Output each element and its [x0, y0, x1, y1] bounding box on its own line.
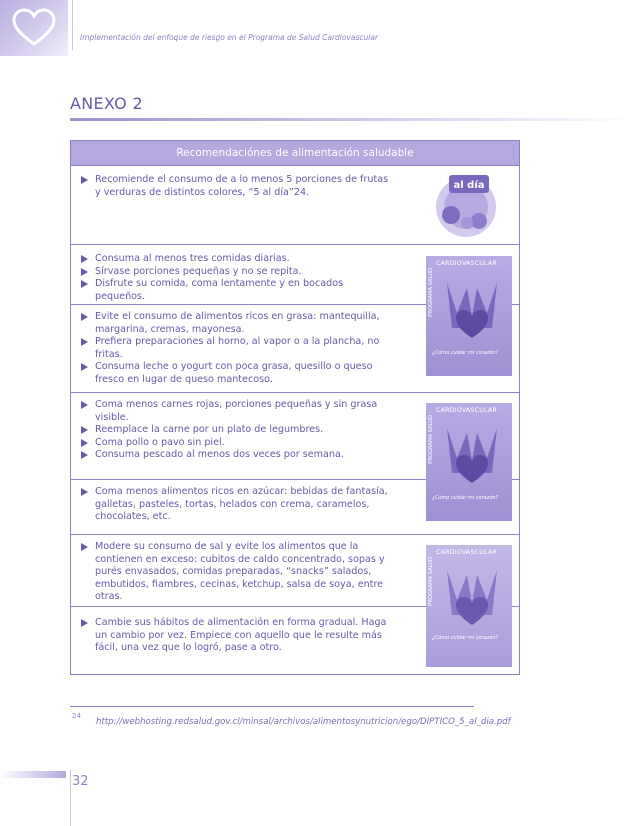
footnote-mark: 24 [72, 712, 81, 720]
recommendation-item: Coma pollo o pavo sin piel. [81, 437, 391, 450]
recommendation-item: Coma menos alimentos ricos en azúcar: bebidas de fantasía, galletas, pasteles, tortas, helados con crema, caramelos, chocolates, etc. [81, 486, 391, 524]
logo-text: al día [453, 180, 485, 191]
poster-side-text: PROGRAMA SALUD [428, 415, 434, 464]
poster-figure-icon [442, 423, 502, 493]
poster-side-text: PROGRAMA SALUD [428, 557, 434, 606]
recommendation-item: Evite el consumo de alimentos ricos en grasa: mantequilla, margarina, cremas, mayonesa. [81, 311, 391, 336]
running-header: Implementación del enfoque de riesgo en el Programa de Salud Cardiovascular [80, 33, 379, 42]
recommendation-item: Coma menos carnes rojas, porciones pequeñas y sin grasa visible. [81, 399, 391, 424]
poster-banner: ¿Cómo cuidar mi corazón? [432, 350, 499, 356]
poster-image [426, 545, 512, 667]
poster-figure-icon [442, 565, 502, 635]
poster-title: CARDIOVASCULAR [436, 260, 497, 267]
poster-title: CARDIOVASCULAR [436, 549, 497, 556]
al-dia-logo [429, 171, 503, 239]
recommendation-item: Reemplace la carne por un plato de legumbres. [81, 424, 391, 437]
recommendation-item: Consuma al menos tres comidas diarias. [81, 253, 391, 266]
recommendation-item: Prefiera preparaciones al horno, al vapor o a la plancha, no fritas. [81, 336, 391, 361]
annex-title: ANEXO 2 [70, 94, 143, 113]
page-number: 32 [72, 774, 89, 789]
page-number-bar [0, 771, 66, 778]
table-heading: Recomendaciónes de alimentación saludable [71, 141, 519, 166]
poster-banner: ¿Cómo cuidar mi corazón? [432, 635, 499, 641]
recommendation-item: Disfrute su comida, coma lentamente y en bocados pequeños. [81, 278, 391, 303]
recommendation-item: Modere su consumo de sal y evite los alimentos que la contienen en exceso: cubitos de caldo concentrado, sopas y purés envasados, comidas preparadas, “snacks” salados, embutidos, fiambres, cecinas, ketchup, salsa de soya, entre otras. [81, 541, 391, 604]
recommendation-item: Consuma pescado al menos dos veces por semana. [81, 449, 391, 462]
annex-title-rule [70, 118, 638, 121]
poster-figure-icon [442, 278, 502, 348]
footnote-rule [70, 706, 474, 707]
recommendation-item: Consuma leche o yogurt con poca grasa, quesillo o queso fresco en lugar de queso mantecoso. [81, 361, 391, 386]
recommendations-table [70, 140, 520, 675]
poster-banner: ¿Cómo cuidar mi corazón? [432, 495, 499, 501]
corner-decoration [0, 0, 68, 56]
header-divider [72, 0, 73, 50]
recommendation-item: Sírvase porciones pequeñas y no se repita. [81, 266, 391, 279]
poster-image [426, 256, 512, 376]
recommendation-item: Recomiende el consumo de a lo menos 5 porciones de frutas y verduras de distintos colores, “5 al día”24. [81, 174, 391, 199]
poster-image [426, 403, 512, 521]
page-number-divider [70, 770, 71, 826]
recommendation-item: Cambie sus hábitos de alimentación en forma gradual. Haga un cambio por vez. Empiece con aquello que le resulte más fácil, una vez que lo logró, pase a otro. [81, 617, 391, 655]
poster-side-text: PROGRAMA SALUD [428, 268, 434, 317]
poster-title: CARDIOVASCULAR [436, 407, 497, 414]
footnote-link[interactable]: http://webhosting.redsalud.gov.cl/minsal/archivos/alimentosynutricion/ego/DIPTICO_5_al_dia.pdf [96, 717, 511, 727]
heart-icon [12, 8, 56, 48]
